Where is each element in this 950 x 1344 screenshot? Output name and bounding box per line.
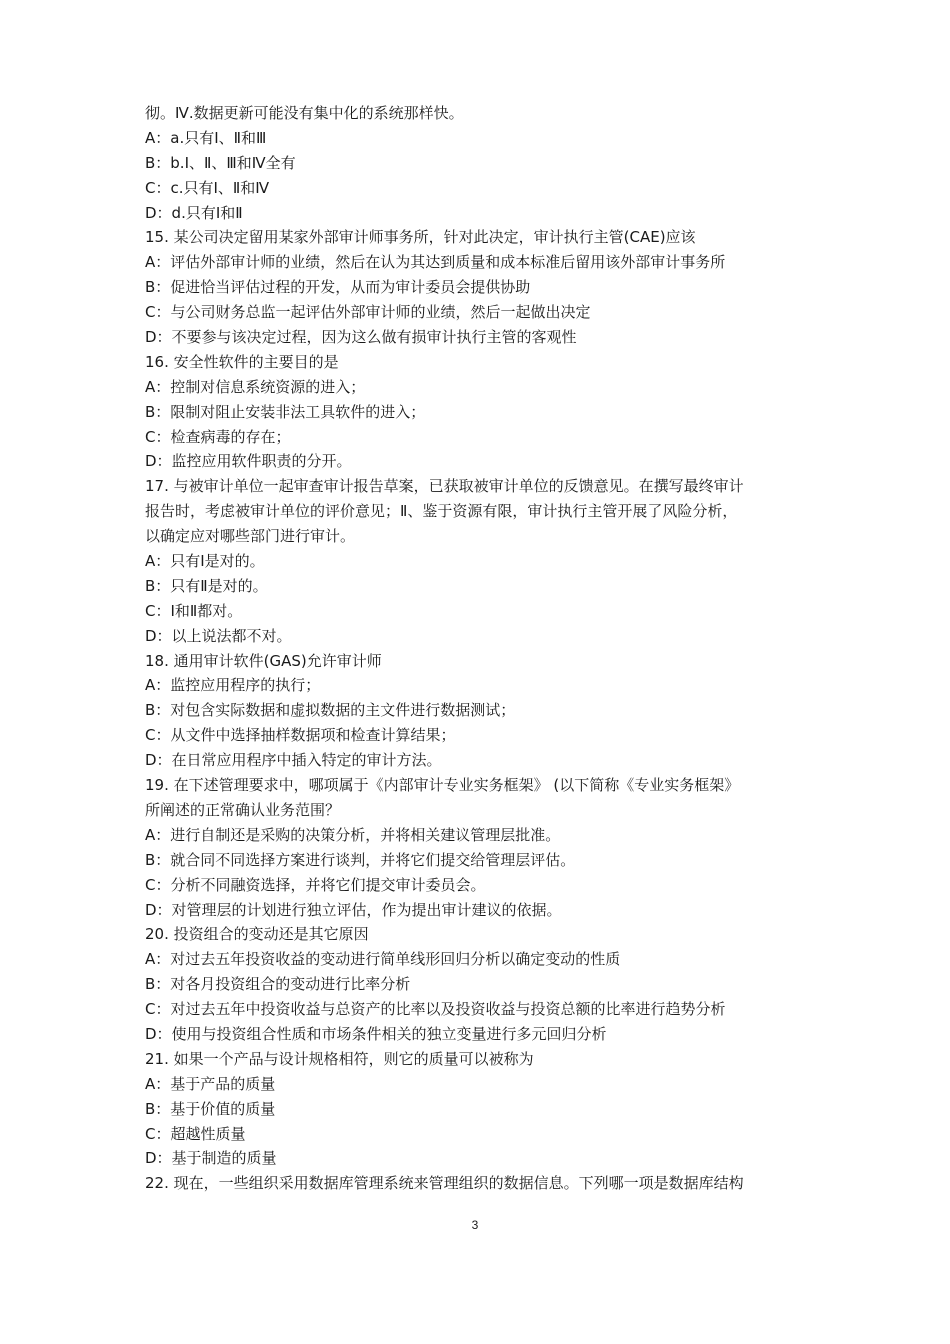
text-line: C：与公司财务总监一起评估外部审计师的业绩，然后一起做出决定 — [145, 303, 591, 322]
text-line: 22. 现在，一些组织采用数据库管理系统来管理组织的数据信息。下列哪一项是数据库结构 — [145, 1174, 744, 1193]
text-line: 所阐述的正常确认业务范围？ — [145, 800, 341, 819]
text-line: D：不要参与该决定过程，因为这么做有损审计执行主管的客观性 — [145, 328, 577, 347]
text-line: A：a.只有Ⅰ、Ⅱ和Ⅲ — [145, 128, 267, 147]
text-line: B：限制对阻止安装非法工具软件的进入； — [145, 402, 426, 421]
text-line: B：b.Ⅰ、Ⅱ、Ⅲ和Ⅳ全有 — [145, 153, 296, 172]
page-body — [145, 101, 825, 1196]
text-line: 21. 如果一个产品与设计规格相符，则它的质量可以被称为 — [145, 1049, 534, 1068]
text-line: D：d.只有Ⅰ和Ⅱ — [145, 203, 243, 222]
text-line: 15. 某公司决定留用某家外部审计师事务所，针对此决定，审计执行主管(CAE)应该 — [145, 228, 696, 247]
text-line: A：只有Ⅰ是对的。 — [145, 552, 265, 571]
text-line: B：只有Ⅱ是对的。 — [145, 576, 268, 595]
text-line: D：以上说法都不对。 — [145, 626, 292, 645]
text-line: 18. 通用审计软件(GAS)允许审计师 — [145, 651, 382, 670]
text-line: C：检查病毒的存在； — [145, 427, 291, 446]
text-line: C：分析不同融资选择，并将它们提交审计委员会。 — [145, 875, 486, 894]
text-line: 20. 投资组合的变动还是其它原因 — [145, 925, 369, 944]
text-line: C：从文件中选择抽样数据项和检查计算结果； — [145, 726, 456, 745]
text-line: 报告时，考虑被审计单位的评价意见；Ⅱ、鉴于资源有限，审计执行主管开展了风险分析， — [145, 502, 738, 521]
text-line: 19. 在下述管理要求中，哪项属于《内部审计专业实务框架》 (以下简称《专业实务框架》 — [145, 776, 740, 795]
text-line: A：监控应用程序的执行； — [145, 676, 321, 695]
text-line: B：对各月投资组合的变动进行比率分析 — [145, 975, 411, 994]
text-line: D：使用与投资组合性质和市场条件相关的独立变量进行多元回归分析 — [145, 1024, 607, 1043]
text-line: 16. 安全性软件的主要目的是 — [145, 352, 339, 371]
text-line: A：评估外部审计师的业绩，然后在认为其达到质量和成本标准后留用该外部审计事务所 — [145, 253, 726, 272]
text-line: D：监控应用软件职责的分开。 — [145, 452, 352, 471]
text-line: C：对过去五年中投资收益与总资产的比率以及投资收益与投资总额的比率进行趋势分析 — [145, 1000, 726, 1019]
text-line: B：就合同不同选择方案进行谈判，并将它们提交给管理层评估。 — [145, 850, 576, 869]
page-number: 3 — [471, 1218, 479, 1232]
text-line: A：对过去五年投资收益的变动进行简单线形回归分析以确定变动的性质 — [145, 950, 621, 969]
text-line: A：进行自制还是采购的决策分析，并将相关建议管理层批准。 — [145, 825, 561, 844]
text-line: C：c.只有Ⅰ、Ⅱ和Ⅳ — [145, 178, 270, 197]
text-line: C：Ⅰ和Ⅱ都对。 — [145, 601, 243, 620]
text-line: B：促进恰当评估过程的开发，从而为审计委员会提供协助 — [145, 278, 531, 297]
text-line: 以确定应对哪些部门进行审计。 — [145, 527, 356, 546]
text-line: B：对包含实际数据和虚拟数据的主文件进行数据测试； — [145, 701, 516, 720]
text-line: D：在日常应用程序中插入特定的审计方法。 — [145, 751, 442, 770]
text-line: C：超越性质量 — [145, 1124, 246, 1143]
text-line: 彻。Ⅳ.数据更新可能没有集中化的系统那样快。 — [145, 104, 464, 122]
text-line: 17. 与被审计单位一起审查审计报告草案，已获取被审计单位的反馈意见。在撰写最终审计 — [145, 477, 744, 496]
text-line: D：基于制造的质量 — [145, 1149, 277, 1168]
text-line: A：控制对信息系统资源的进入； — [145, 377, 366, 396]
text-line: B：基于价值的质量 — [145, 1099, 276, 1118]
text-line: D：对管理层的计划进行独立评估，作为提出审计建议的依据。 — [145, 900, 562, 919]
text-line: A：基于产品的质量 — [145, 1074, 276, 1093]
